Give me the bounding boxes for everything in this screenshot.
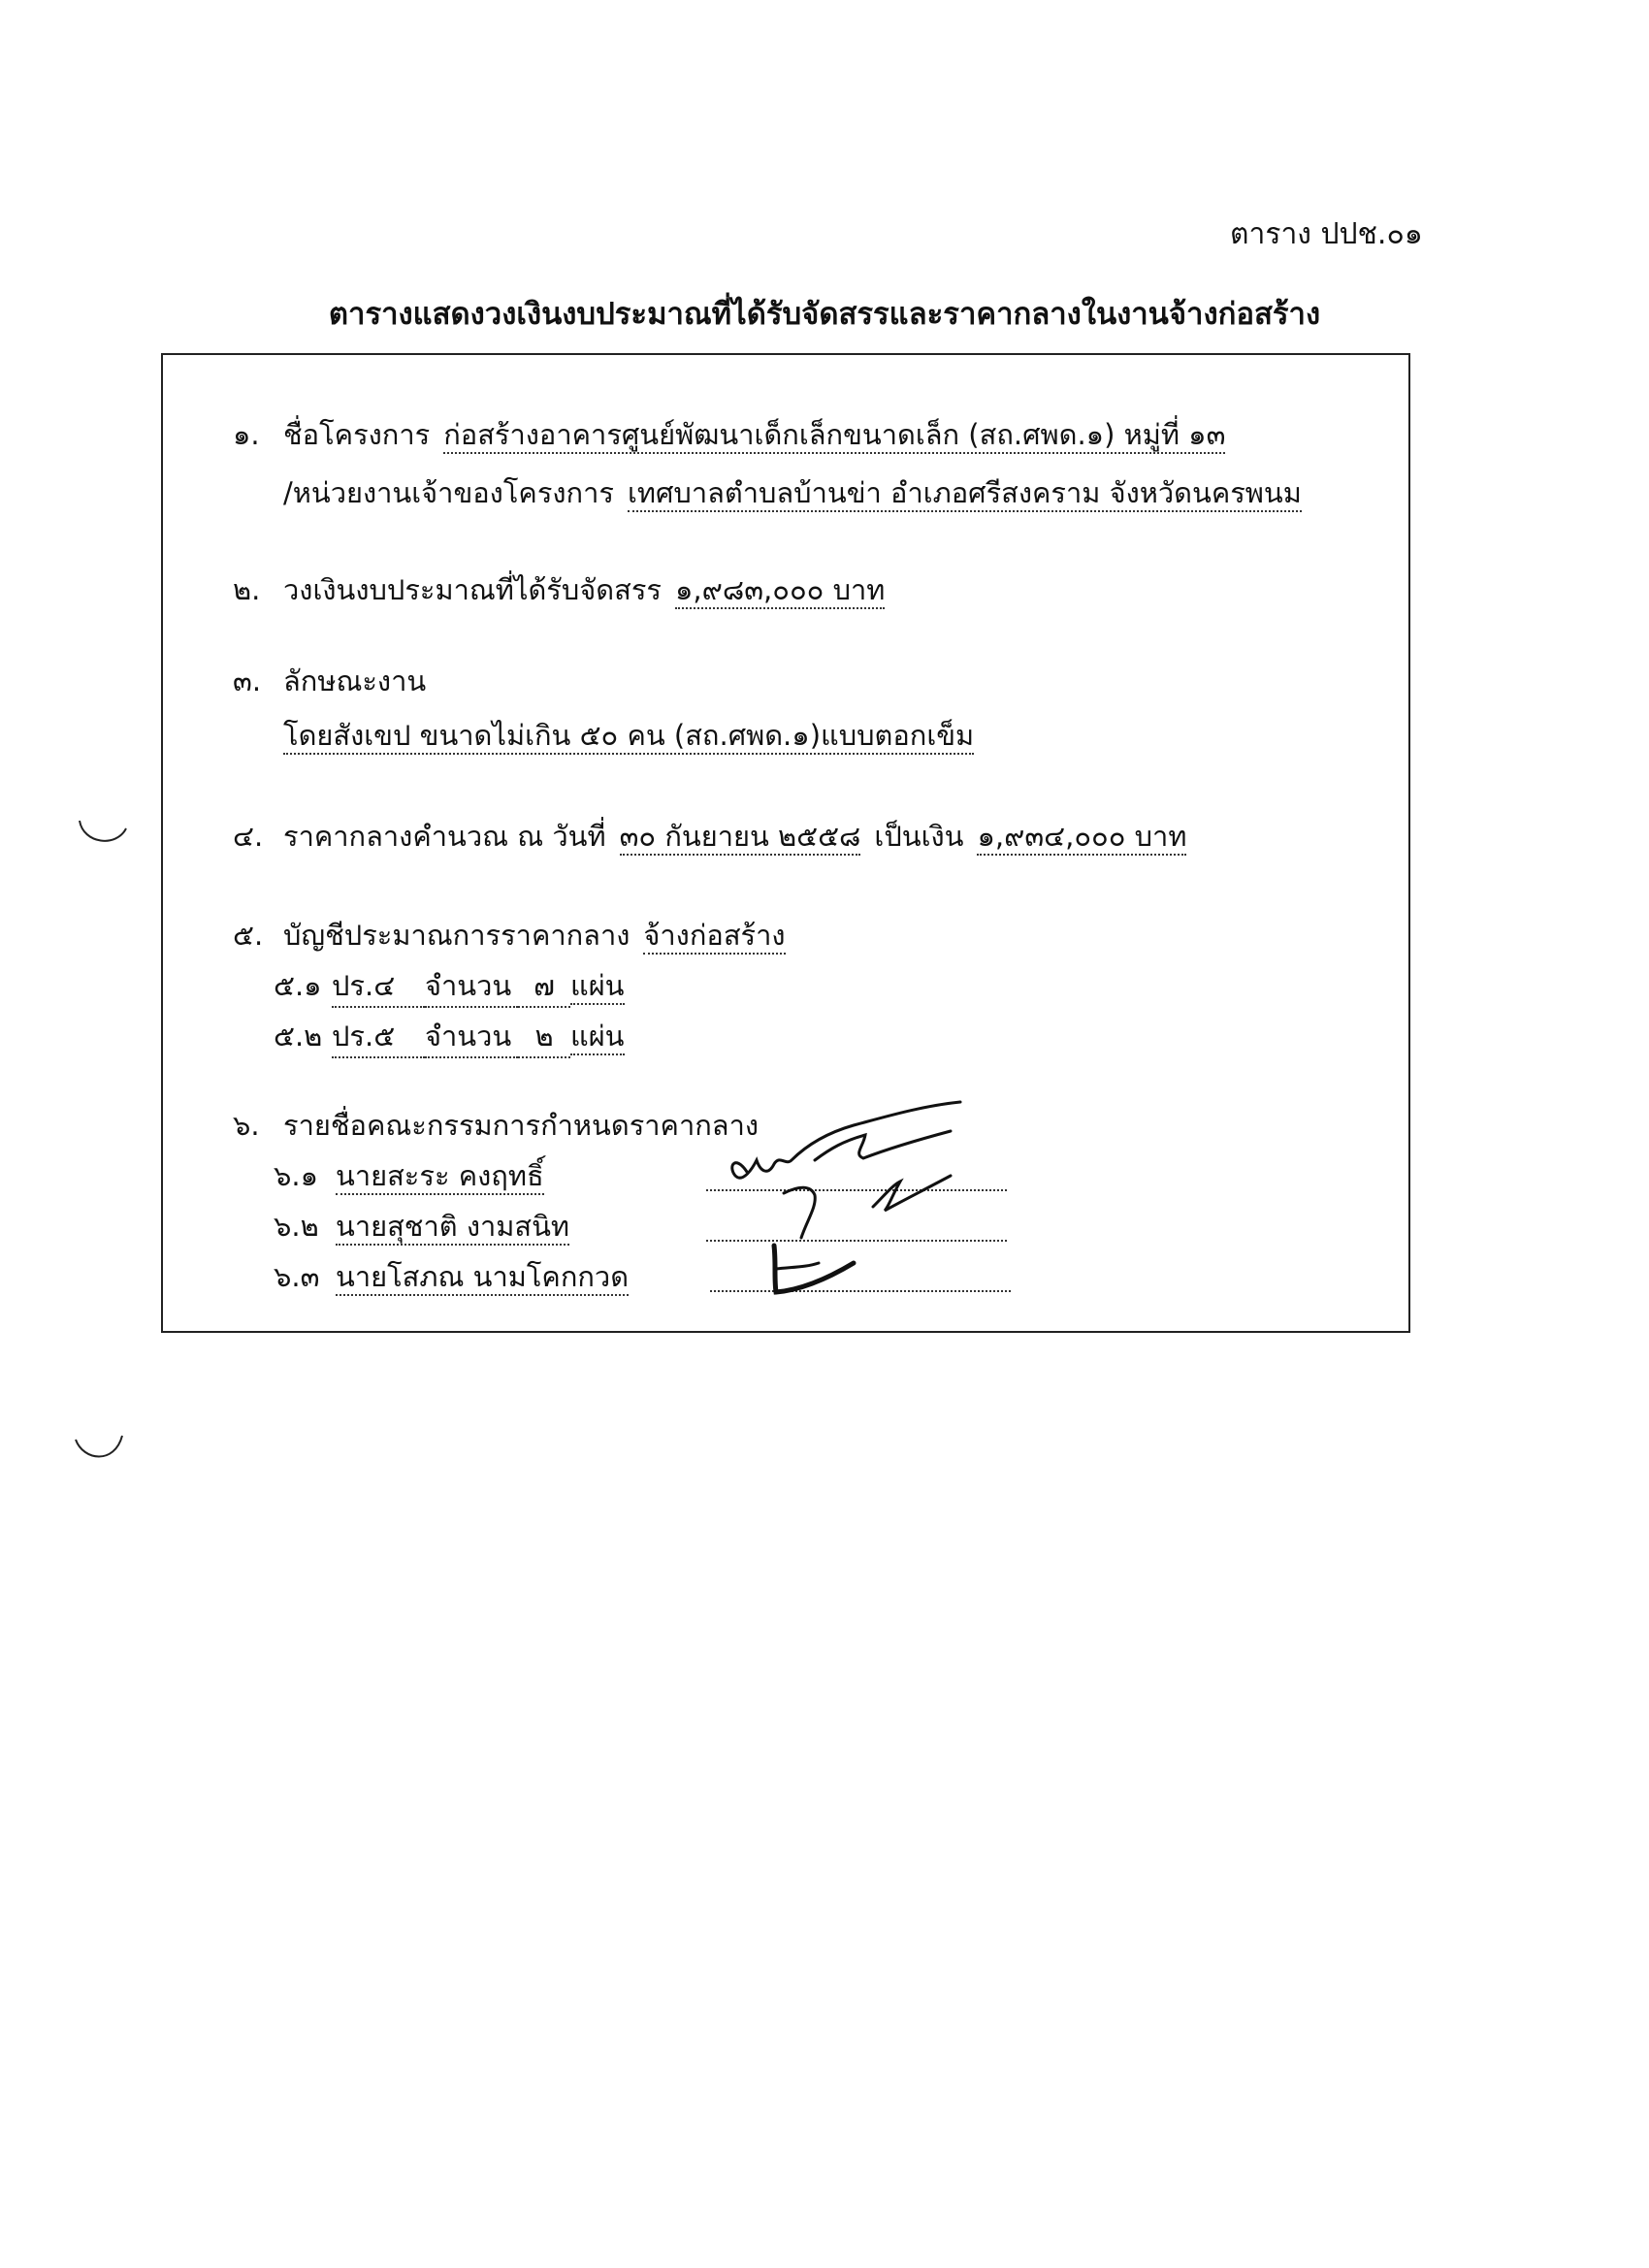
item-1-agency [283, 473, 1302, 512]
agency-label: /หน่วยงานเจ้าของโครงการ [283, 476, 614, 509]
item-2-budget [233, 570, 885, 609]
form-code: ปร.๔ [332, 966, 425, 1008]
committee-member-1 [274, 1156, 544, 1195]
item-label: รายชื่อคณะกรรมการกำหนดราคากลาง [283, 1109, 760, 1142]
sub-number: ๕.๒ [274, 1020, 323, 1053]
item-number: ๓. [233, 664, 262, 697]
signature-3 [757, 1234, 892, 1306]
estimate-type: จ้างก่อสร้าง [643, 919, 785, 955]
agency-value: เทศบาลตำบลบ้านข่า อำเภอศรีสงคราม จังหวัดนครพนม [628, 476, 1302, 512]
item-3-work-type [233, 662, 426, 700]
member-name: นายโสภณ นามโคกกวด [336, 1260, 629, 1296]
item-5-estimate [233, 916, 786, 955]
qty-unit: แผ่น [570, 969, 625, 1005]
budget-value: ๑,๙๘๓,๐๐๐ บาท [675, 573, 885, 609]
signature-2 [757, 1156, 970, 1244]
project-name-value: ก่อสร้างอาคารศูนย์พัฒนาเด็กเล็กขนาดเล็ก (สถ.ศพด.๑) หมู่ที่ ๑๓ [443, 418, 1225, 454]
sub-item-5-2 [274, 1017, 625, 1058]
sub-item-5-1 [274, 966, 625, 1008]
item-label: บัญชีประมาณการราคากลาง [283, 919, 630, 952]
amount-label: เป็นเงิน [874, 820, 964, 853]
item-number: ๕. [233, 919, 264, 952]
committee-member-2 [274, 1207, 569, 1246]
median-price-value: ๑,๙๓๔,๐๐๐ บาท [977, 820, 1186, 856]
qty-label: จำนวน [425, 966, 518, 1008]
member-name: นายสุชาติ งามสนิท [336, 1210, 569, 1246]
form-id: ตาราง ปปช.๐๑ [1230, 217, 1423, 251]
committee-member-3 [274, 1257, 629, 1296]
qty-value: ๒ [518, 1017, 570, 1058]
item-number: ๔. [233, 820, 264, 853]
item-4-median-price [233, 817, 1186, 856]
item-label: ราคากลางคำนวณ ณ วันที่ [283, 820, 606, 853]
page-title: ตารางแสดงวงเงินงบประมาณที่ได้รับจัดสรรและราคากลางในงานจ้างก่อสร้าง [328, 297, 1321, 332]
calc-date: ๓๐ กันยายน ๒๕๕๘ [620, 820, 861, 856]
member-name: นายสะระ คงฤทธิ์ [336, 1159, 544, 1195]
item-3-description [283, 716, 974, 755]
item-6-committee [233, 1106, 759, 1145]
item-number: ๑. [233, 418, 260, 451]
punch-hole-mark [70, 1430, 128, 1469]
member-number: ๖.๒ [274, 1210, 319, 1243]
qty-unit: แผ่น [570, 1020, 625, 1055]
item-number: ๖. [233, 1109, 260, 1142]
member-number: ๖.๑ [274, 1159, 319, 1192]
qty-label: จำนวน [425, 1017, 518, 1058]
sub-number: ๕.๑ [274, 969, 322, 1002]
item-label: ชื่อโครงการ [283, 418, 431, 451]
item-1-project-name [233, 415, 1225, 454]
work-description: โดยสังเขป ขนาดไม่เกิน ๕๐ คน (สถ.ศพด.๑)แบบตอกเข็ม [283, 719, 974, 755]
qty-value: ๗ [518, 966, 570, 1008]
item-number: ๒. [233, 573, 261, 606]
item-label: วงเงินงบประมาณที่ได้รับจัดสรร [283, 573, 662, 606]
punch-hole-mark [74, 815, 132, 850]
form-code: ปร.๕ [332, 1017, 425, 1058]
item-label: ลักษณะงาน [283, 664, 427, 697]
member-number: ๖.๓ [274, 1260, 320, 1293]
